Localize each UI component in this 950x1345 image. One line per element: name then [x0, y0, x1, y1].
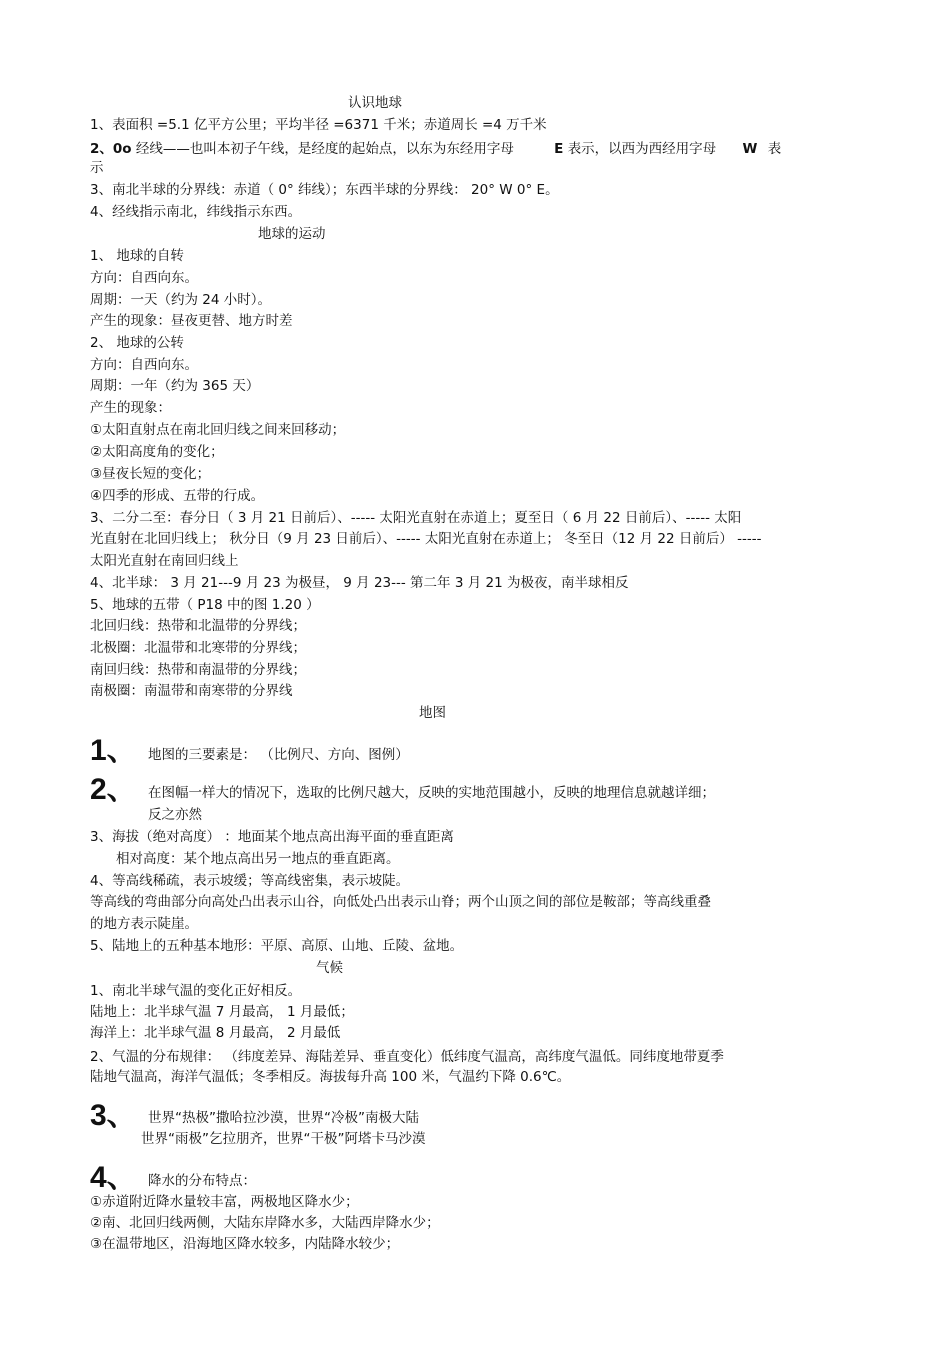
text-line: ③昼夜长短的变化； [90, 466, 211, 482]
text-span: 表 [767, 141, 782, 157]
text-line: ③在温带地区，沿海地区降水较多，内陆降水较少； [90, 1236, 400, 1252]
text-line: 1、南北半球气温的变化正好相反。 [90, 983, 302, 999]
text-line: 的地方表示陡崖。 [90, 916, 198, 932]
text-span: 2、0o [90, 141, 132, 157]
text-line: 反之亦然 [148, 807, 202, 823]
text-line: 4、经线指示南北，纬线指示东西。 [90, 204, 302, 220]
section-title-climate: 气候 [316, 960, 343, 976]
list-number: 2、 [90, 773, 137, 806]
text-line: ②南、北回归线两侧，大陆东岸降水多，大陆西岸降水少； [90, 1215, 440, 1231]
text-line [90, 140, 781, 158]
text-line: ②太阳高度角的变化； [90, 444, 224, 460]
text-line: ①太阳直射点在南北回归线之间来回移动； [90, 422, 346, 438]
section-title-map: 地图 [419, 705, 446, 721]
text-line: 世界“热极”撒哈拉沙漠，世界“冷极”南极大陆 [148, 1110, 419, 1126]
text-line: 陆地气温高，海洋气温低；冬季相反。海拔每升高 100 米，气温约下降 0.6℃。 [90, 1069, 571, 1085]
text-line: 示 [90, 160, 104, 176]
text-line: 5、陆地上的五种基本地形：平原、高原、山地、丘陵、盆地。 [90, 938, 464, 954]
text-line: 等高线的弯曲部分向高处凸出表示山谷，向低处凸出表示山脊；两个山顶之间的部位是鞍部；等高线重叠 [90, 894, 711, 910]
text-span: E [554, 141, 564, 157]
text-line: 相对高度：某个地点高出另一地点的垂直距离。 [116, 851, 400, 867]
list-number: 1、 [90, 734, 137, 767]
list-number: 4、 [90, 1161, 137, 1194]
text-line: 太阳光直射在南回归线上 [90, 553, 239, 569]
text-line: 光直射在北回归线上； 秋分日（9 月 23 日前后）、----- 太阳光直射在赤道上； 冬至日（12 月 22 日前后） ----- [90, 531, 762, 547]
text-line: 方向：自西向东。 [90, 357, 198, 373]
text-line: ①赤道附近降水量较丰富，两极地区降水少； [90, 1194, 359, 1210]
text-line: 南极圈：南温带和南寒带的分界线 [90, 683, 293, 699]
text-line: 产生的现象： [90, 400, 171, 416]
section-title-motion: 地球的运动 [258, 226, 326, 242]
text-span: W [742, 141, 758, 157]
text-line: 1、 地球的自转 [90, 248, 184, 264]
text-line: 3、二分二至：春分日（ 3 月 21 日前后）、----- 太阳光直射在赤道上；夏至日（ 6 月 22 日前后）、----- 太阳 [90, 510, 742, 526]
text-line: 4、北半球： 3 月 21---9 月 23 为极昼， 9 月 23--- 第二年 3 月 21 为极夜，南半球相反 [90, 575, 629, 591]
text-line: 在图幅一样大的情况下，选取的比例尺越大，反映的实地范围越小，反映的地理信息就越详细； [148, 785, 715, 801]
text-line: 周期：一年（约为 365 天） [90, 378, 260, 394]
text-line: 1、表面积 =5.1 亿平方公里；平均半径 =6371 千米；赤道周长 =4 万千米 [90, 117, 547, 133]
text-line: 海洋上：北半球气温 8 月最高， 2 月最低 [90, 1025, 341, 1041]
text-line: 3、南北半球的分界线：赤道（ 0° 纬线）；东西半球的分界线： 20° W 0° E。 [90, 182, 559, 198]
text-line: 5、地球的五带（ P18 中的图 1.20 ） [90, 597, 320, 613]
text-line: 3、海拔（绝对高度） ：地面某个地点高出海平面的垂直距离 [90, 829, 454, 845]
text-line: 方向：自西向东。 [90, 270, 198, 286]
text-span: 表示，以西为西经用字母 [567, 141, 717, 157]
text-line: 周期：一天（约为 24 小时）。 [90, 292, 272, 308]
text-line: 4、等高线稀疏，表示坡缓；等高线密集，表示坡陡。 [90, 873, 410, 889]
text-line: 地图的三要素是： （比例尺、方向、图例） [148, 747, 409, 763]
text-span: 经线——也叫本初子午线，是经度的起始点，以东为东经用字母 [135, 141, 514, 157]
text-line: 产生的现象：昼夜更替、地方时差 [90, 313, 293, 329]
text-line: 北极圈：北温带和北寒带的分界线； [90, 640, 306, 656]
text-line: 2、 地球的公转 [90, 335, 184, 351]
text-line: 陆地上：北半球气温 7 月最高， 1 月最低； [90, 1004, 354, 1020]
text-line: 北回归线：热带和北温带的分界线； [90, 618, 306, 634]
text-line: 2、气温的分布规律： （纬度差异、海陆差异、垂直变化）低纬度气温高，高纬度气温低。同纬度地带夏季 [90, 1049, 724, 1065]
list-number: 3、 [90, 1099, 137, 1132]
section-title-earth: 认识地球 [348, 95, 402, 111]
text-line: 世界“雨极”乞拉朋齐，世界“干极”阿塔卡马沙漠 [141, 1131, 426, 1147]
text-line: 南回归线：热带和南温带的分界线； [90, 662, 306, 678]
text-line: 降水的分布特点： [148, 1173, 256, 1189]
text-line: ④四季的形成、五带的行成。 [90, 488, 265, 504]
